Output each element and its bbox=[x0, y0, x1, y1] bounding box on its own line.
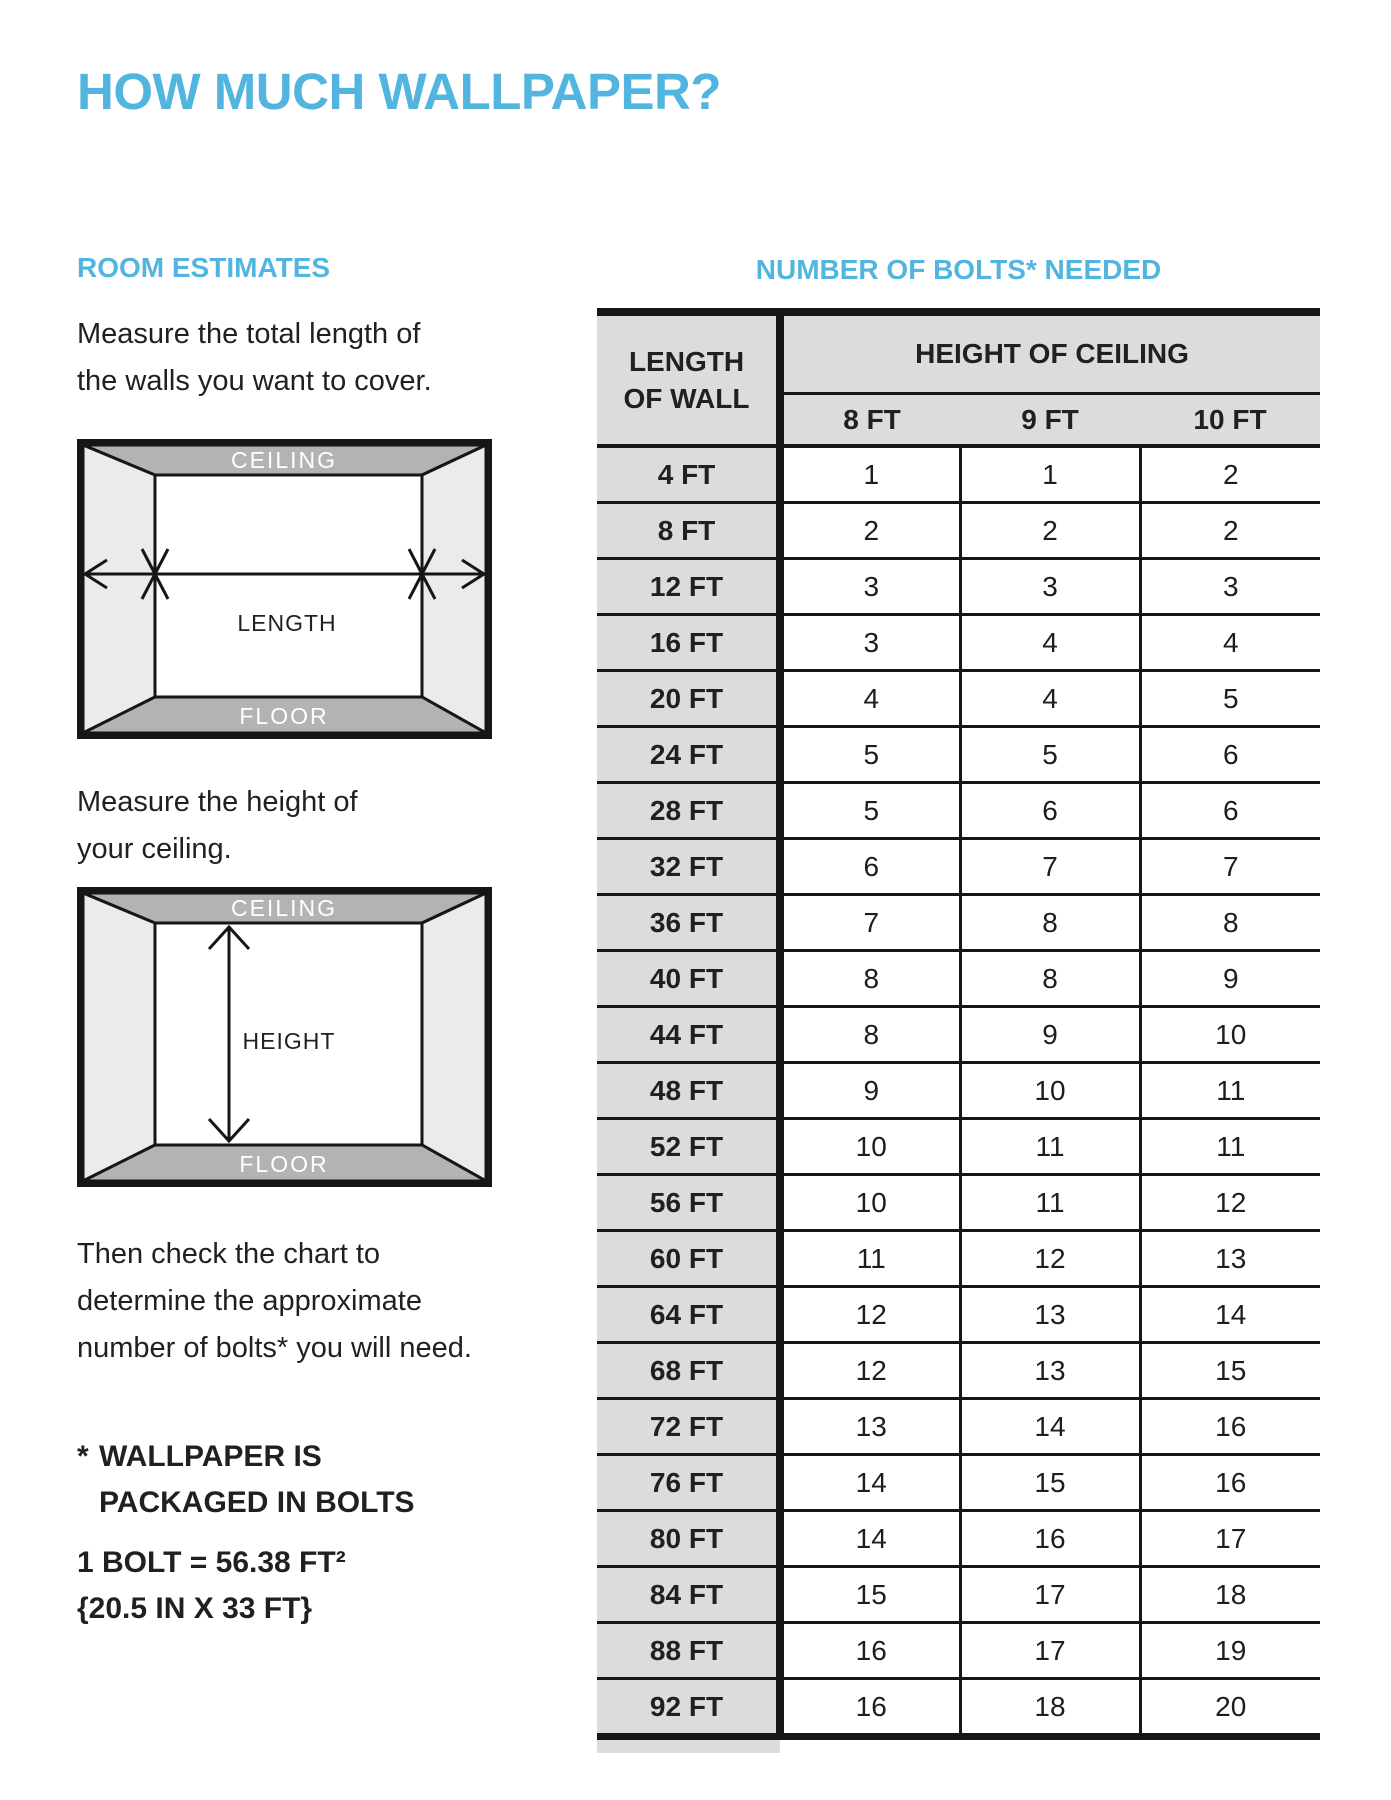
wall-length-label: 84 FT bbox=[597, 1567, 780, 1623]
floor-label: FLOOR bbox=[239, 703, 329, 729]
bolt-count-cell: 11 bbox=[1140, 1119, 1320, 1175]
bolt-count-cell: 7 bbox=[1140, 839, 1320, 895]
column-header-8ft: 8 FT bbox=[780, 394, 960, 447]
bolt-count-cell: 8 bbox=[780, 951, 960, 1007]
bolt-size-note bbox=[77, 1540, 513, 1632]
bolts-table-body bbox=[597, 446, 1320, 1737]
right-wall-surface bbox=[422, 893, 486, 1181]
bolt-count-cell: 8 bbox=[780, 1007, 960, 1063]
wall-length-label: 24 FT bbox=[597, 727, 780, 783]
wall-length-label: 64 FT bbox=[597, 1287, 780, 1343]
bolt-count-cell: 3 bbox=[780, 559, 960, 615]
bolt-count-cell: 16 bbox=[1140, 1399, 1320, 1455]
bolt-count-cell: 1 bbox=[780, 446, 960, 503]
bolt-count-cell: 19 bbox=[1140, 1623, 1320, 1679]
table-row bbox=[597, 615, 1320, 671]
bolt-count-cell: 14 bbox=[780, 1455, 960, 1511]
bolt-count-cell: 8 bbox=[960, 895, 1140, 951]
footnote-line: PACKAGED IN BOLTS bbox=[99, 1486, 415, 1519]
bolt-count-cell: 14 bbox=[1140, 1287, 1320, 1343]
footnote-line: WALLPAPER IS bbox=[99, 1440, 322, 1473]
table-row bbox=[597, 671, 1320, 727]
wall-length-label: 8 FT bbox=[597, 503, 780, 559]
table-row bbox=[597, 1231, 1320, 1287]
length-of-wall-line: LENGTH bbox=[628, 346, 745, 377]
check-chart-instruction bbox=[77, 1231, 513, 1372]
bolt-count-cell: 5 bbox=[780, 783, 960, 839]
table-row bbox=[597, 1175, 1320, 1231]
bolt-dimensions: {20.5 IN X 33 FT} bbox=[77, 1592, 313, 1625]
bolt-count-cell: 13 bbox=[960, 1343, 1140, 1399]
wall-length-label: 28 FT bbox=[597, 783, 780, 839]
wall-length-label: 44 FT bbox=[597, 1007, 780, 1063]
table-row bbox=[597, 1455, 1320, 1511]
bolt-count-cell: 7 bbox=[960, 839, 1140, 895]
wall-length-label: 32 FT bbox=[597, 839, 780, 895]
column-header-10ft: 10 FT bbox=[1140, 394, 1320, 447]
table-row bbox=[597, 1063, 1320, 1119]
measure-height-instruction bbox=[77, 779, 513, 873]
table-row bbox=[597, 1119, 1320, 1175]
bolt-count-cell: 11 bbox=[1140, 1063, 1320, 1119]
bolt-count-cell: 16 bbox=[780, 1679, 960, 1737]
wall-length-label: 4 FT bbox=[597, 446, 780, 503]
asterisk: * bbox=[77, 1440, 89, 1473]
column-header-9ft: 9 FT bbox=[960, 394, 1140, 447]
bolt-count-cell: 10 bbox=[780, 1175, 960, 1231]
bolt-count-cell: 9 bbox=[1140, 951, 1320, 1007]
wallpaper-bolts-footnote bbox=[77, 1434, 513, 1526]
bolts-needed-section bbox=[597, 255, 1320, 1753]
table-row bbox=[597, 839, 1320, 895]
instruction-line: Measure the height of bbox=[77, 786, 358, 818]
bolt-count-cell: 15 bbox=[780, 1567, 960, 1623]
wall-length-label: 88 FT bbox=[597, 1623, 780, 1679]
bolt-count-cell: 6 bbox=[780, 839, 960, 895]
bolt-count-cell: 6 bbox=[1140, 783, 1320, 839]
bolt-count-cell: 10 bbox=[1140, 1007, 1320, 1063]
length-label: LENGTH bbox=[237, 610, 337, 636]
table-row bbox=[597, 446, 1320, 503]
ceiling-label: CEILING bbox=[230, 895, 338, 921]
instruction-line: your ceiling. bbox=[77, 833, 232, 865]
table-row bbox=[597, 727, 1320, 783]
length-of-wall-line: OF WALL bbox=[623, 383, 750, 414]
table-row bbox=[597, 1399, 1320, 1455]
bolt-count-cell: 11 bbox=[960, 1119, 1140, 1175]
table-cropped-row-remnant bbox=[597, 1740, 780, 1753]
table-row bbox=[597, 503, 1320, 559]
wall-length-label: 40 FT bbox=[597, 951, 780, 1007]
right-wall-surface bbox=[422, 445, 486, 733]
group-header-row bbox=[597, 312, 1320, 394]
instruction-line: determine the approximate bbox=[77, 1285, 422, 1317]
bolt-count-cell: 2 bbox=[960, 503, 1140, 559]
bolt-count-cell: 16 bbox=[960, 1511, 1140, 1567]
table-row bbox=[597, 1623, 1320, 1679]
bolt-count-cell: 18 bbox=[1140, 1567, 1320, 1623]
room-estimates-section bbox=[77, 253, 513, 1632]
page-title: HOW MUCH WALLPAPER? bbox=[77, 63, 721, 120]
bolt-count-cell: 3 bbox=[960, 559, 1140, 615]
bolt-count-cell: 2 bbox=[1140, 503, 1320, 559]
floor-label: FLOOR bbox=[239, 1151, 329, 1177]
instruction-line: the walls you want to cover. bbox=[77, 365, 432, 397]
back-wall-surface bbox=[155, 475, 422, 697]
table-row bbox=[597, 895, 1320, 951]
table-row bbox=[597, 559, 1320, 615]
wall-length-label: 48 FT bbox=[597, 1063, 780, 1119]
instruction-line: Measure the total length of bbox=[77, 318, 421, 350]
table-row bbox=[597, 951, 1320, 1007]
wall-length-label: 12 FT bbox=[597, 559, 780, 615]
bolt-count-cell: 11 bbox=[780, 1231, 960, 1287]
bolt-count-cell: 12 bbox=[780, 1343, 960, 1399]
wall-length-label: 60 FT bbox=[597, 1231, 780, 1287]
bolt-count-cell: 8 bbox=[960, 951, 1140, 1007]
room-height-diagram bbox=[77, 887, 492, 1187]
bolt-count-cell: 7 bbox=[780, 895, 960, 951]
table-row bbox=[597, 1007, 1320, 1063]
bolt-count-cell: 17 bbox=[1140, 1511, 1320, 1567]
bolt-count-cell: 4 bbox=[1140, 615, 1320, 671]
bolt-count-cell: 17 bbox=[960, 1567, 1140, 1623]
bolt-count-cell: 12 bbox=[1140, 1175, 1320, 1231]
table-row bbox=[597, 1567, 1320, 1623]
bolt-count-cell: 13 bbox=[1140, 1231, 1320, 1287]
height-of-ceiling-header: HEIGHT OF CEILING bbox=[780, 312, 1320, 394]
bolt-count-cell: 3 bbox=[780, 615, 960, 671]
bolts-needed-heading: NUMBER OF BOLTS* NEEDED bbox=[755, 254, 1162, 285]
room-length-diagram bbox=[77, 439, 492, 739]
measure-length-instruction bbox=[77, 311, 513, 405]
wall-length-label: 68 FT bbox=[597, 1343, 780, 1399]
bolt-count-cell: 12 bbox=[960, 1231, 1140, 1287]
table-row bbox=[597, 1511, 1320, 1567]
table-row bbox=[597, 783, 1320, 839]
length-of-wall-header bbox=[597, 312, 780, 446]
bolt-count-cell: 18 bbox=[960, 1679, 1140, 1737]
bolt-count-cell: 17 bbox=[960, 1623, 1140, 1679]
bolt-count-cell: 4 bbox=[960, 615, 1140, 671]
bolt-count-cell: 5 bbox=[780, 727, 960, 783]
wall-length-label: 92 FT bbox=[597, 1679, 780, 1737]
bolt-count-cell: 13 bbox=[780, 1399, 960, 1455]
bolt-count-cell: 2 bbox=[1140, 446, 1320, 503]
bolt-count-cell: 9 bbox=[780, 1063, 960, 1119]
bolts-table bbox=[597, 308, 1320, 1740]
height-label: HEIGHT bbox=[242, 1028, 336, 1054]
bolt-count-cell: 14 bbox=[780, 1511, 960, 1567]
wall-length-label: 36 FT bbox=[597, 895, 780, 951]
footnote-text bbox=[99, 1434, 415, 1526]
bolt-count-cell: 4 bbox=[780, 671, 960, 727]
table-row bbox=[597, 1343, 1320, 1399]
bolt-equation: 1 BOLT = 56.38 FT² bbox=[77, 1546, 346, 1579]
bolt-count-cell: 16 bbox=[1140, 1455, 1320, 1511]
wall-length-label: 80 FT bbox=[597, 1511, 780, 1567]
bolt-count-cell: 10 bbox=[780, 1119, 960, 1175]
bolt-count-cell: 2 bbox=[780, 503, 960, 559]
table-row bbox=[597, 1679, 1320, 1737]
bolt-count-cell: 13 bbox=[960, 1287, 1140, 1343]
bolt-count-cell: 1 bbox=[960, 446, 1140, 503]
wall-length-label: 72 FT bbox=[597, 1399, 780, 1455]
bolt-count-cell: 5 bbox=[1140, 671, 1320, 727]
wall-length-label: 20 FT bbox=[597, 671, 780, 727]
room-estimates-heading: ROOM ESTIMATES bbox=[77, 252, 331, 283]
ceiling-label: CEILING bbox=[230, 447, 338, 473]
bolt-count-cell: 11 bbox=[960, 1175, 1140, 1231]
bolt-count-cell: 10 bbox=[960, 1063, 1140, 1119]
wall-length-label: 76 FT bbox=[597, 1455, 780, 1511]
table-row bbox=[597, 1287, 1320, 1343]
left-wall-surface bbox=[83, 445, 155, 733]
bolt-count-cell: 16 bbox=[780, 1623, 960, 1679]
bolt-count-cell: 20 bbox=[1140, 1679, 1320, 1737]
bolt-count-cell: 9 bbox=[960, 1007, 1140, 1063]
bolt-count-cell: 6 bbox=[1140, 727, 1320, 783]
bolt-count-cell: 3 bbox=[1140, 559, 1320, 615]
left-wall-surface bbox=[83, 893, 155, 1181]
bolt-count-cell: 14 bbox=[960, 1399, 1140, 1455]
bolt-count-cell: 15 bbox=[960, 1455, 1140, 1511]
bolt-count-cell: 4 bbox=[960, 671, 1140, 727]
bolt-count-cell: 6 bbox=[960, 783, 1140, 839]
bolt-count-cell: 12 bbox=[780, 1287, 960, 1343]
instruction-line: Then check the chart to bbox=[77, 1238, 381, 1270]
instruction-line: number of bolts* you will need. bbox=[77, 1332, 472, 1364]
bolt-count-cell: 8 bbox=[1140, 895, 1320, 951]
wall-length-label: 56 FT bbox=[597, 1175, 780, 1231]
bolt-count-cell: 15 bbox=[1140, 1343, 1320, 1399]
wall-length-label: 52 FT bbox=[597, 1119, 780, 1175]
bolt-count-cell: 5 bbox=[960, 727, 1140, 783]
wall-length-label: 16 FT bbox=[597, 615, 780, 671]
